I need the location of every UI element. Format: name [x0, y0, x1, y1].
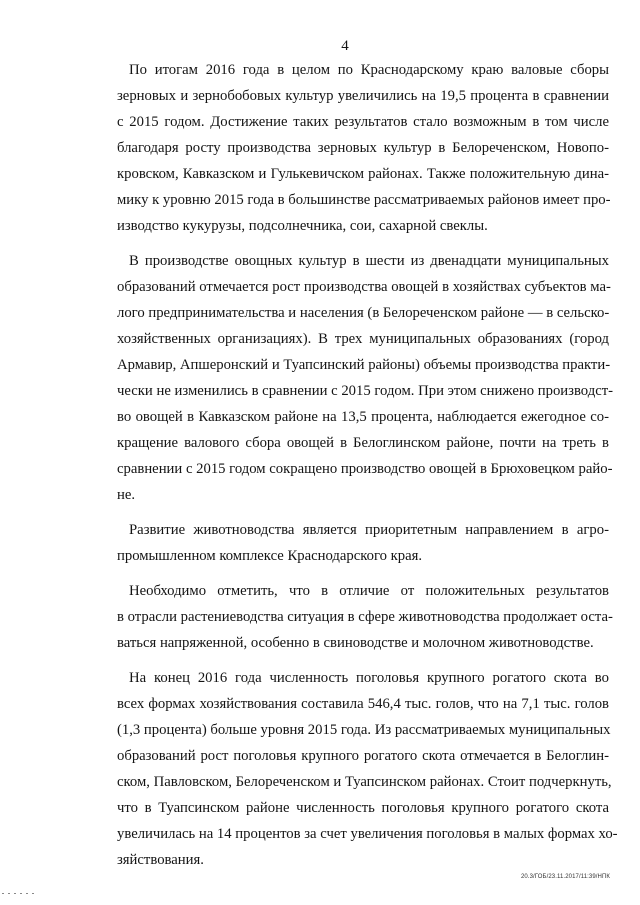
text-line: во овощей в Кавказском районе на 13,5 процента, наблюдается ежегодное со-	[117, 409, 609, 425]
text-line: образований отмечается рост производства овощей в хозяйствах субъектов ма-	[117, 279, 611, 295]
document-body	[117, 57, 618, 882]
text-line: Армавир, Апшеронский и Туапсинский районы) объемы производства практи-	[117, 357, 611, 373]
text-line: в отрасли растениеводства ситуация в сфере животноводства продолжает оста-	[117, 609, 613, 625]
text-line: В производстве овощных культур в шести из двенадцати муниципальных	[129, 253, 609, 269]
paragraph	[117, 248, 614, 508]
text-line: лого предпринимательства и населения (в Белореченском районе — в сельско-	[117, 305, 610, 321]
page-number: 4	[341, 38, 349, 54]
document-footer-code: 20.3/ГОБ/23.11.2017/11:39/НПК	[520, 874, 610, 880]
text-line: хозяйственных организациях). В трех муниципальных образованиях (город	[117, 331, 609, 347]
text-line: ском, Павловском, Белореченском и Туапсинском районах. Стоит подчеркнуть,	[117, 774, 612, 790]
text-line: чески не изменились в сравнении с 2015 годом. При этом снижено производст-	[117, 383, 614, 399]
paragraph	[117, 578, 613, 656]
text-line: промышленном комплексе Краснодарского края.	[117, 548, 423, 564]
text-line: зерновых и зернобобовых культур увеличились на 19,5 процента в сравнении	[117, 88, 609, 104]
text-line: увеличилась на 14 процентов за счет увеличения поголовья в малых формах хо-	[117, 826, 618, 842]
text-line: благодаря росту производства зерновых культур в Белореченском, Новопо-	[117, 140, 609, 156]
text-line: сравнении с 2015 годом сокращено производство овощей в Брюховецком райо-	[117, 461, 613, 477]
text-line: не.	[117, 487, 136, 503]
text-line: кращение валового сбора овощей в Белоглинском районе, почти на треть в	[117, 435, 609, 451]
text-line: что в Туапсинском районе численность поголовья крупного рогатого скота	[117, 800, 609, 816]
text-line: образований рост поголовья крупного рогатого скота отмечается в Белоглин-	[117, 748, 609, 764]
paragraph	[117, 517, 609, 569]
text-line: с 2015 годом. Достижение таких результатов стало возможным в том числе	[117, 114, 609, 130]
text-line: кровском, Кавказском и Гулькевичском районах. Также положительную дина-	[117, 166, 609, 182]
text-line: изводство кукурузы, подсолнечника, сои, сахарной свеклы.	[117, 218, 488, 234]
scan-artifact-dots	[0, 893, 40, 897]
text-line: По итогам 2016 года в целом по Краснодарскому краю валовые сборы	[129, 62, 609, 78]
text-line: На конец 2016 года численность поголовья крупного рогатого скота во	[129, 670, 609, 686]
text-line: мику к уровню 2015 года в большинстве рассматриваемых районов имеет про-	[117, 192, 611, 208]
text-line: Развитие животноводства является приоритетным направлением в агро-	[129, 522, 609, 538]
text-line: Необходимо отметить, что в отличие от положительных результатов	[129, 583, 609, 599]
text-line: всех формах хозяйствования составила 546,4 тыс. голов, что на 7,1 тыс. голов	[117, 696, 609, 712]
text-line: зяйствования.	[117, 852, 204, 868]
paragraph	[117, 665, 618, 873]
text-line: ваться напряженной, особенно в свиноводстве и молочном животноводстве.	[117, 635, 594, 651]
paragraph	[117, 57, 609, 239]
text-line: (1,3 процента) больше уровня 2015 года. Из рассматриваемых муниципальных	[117, 722, 611, 738]
